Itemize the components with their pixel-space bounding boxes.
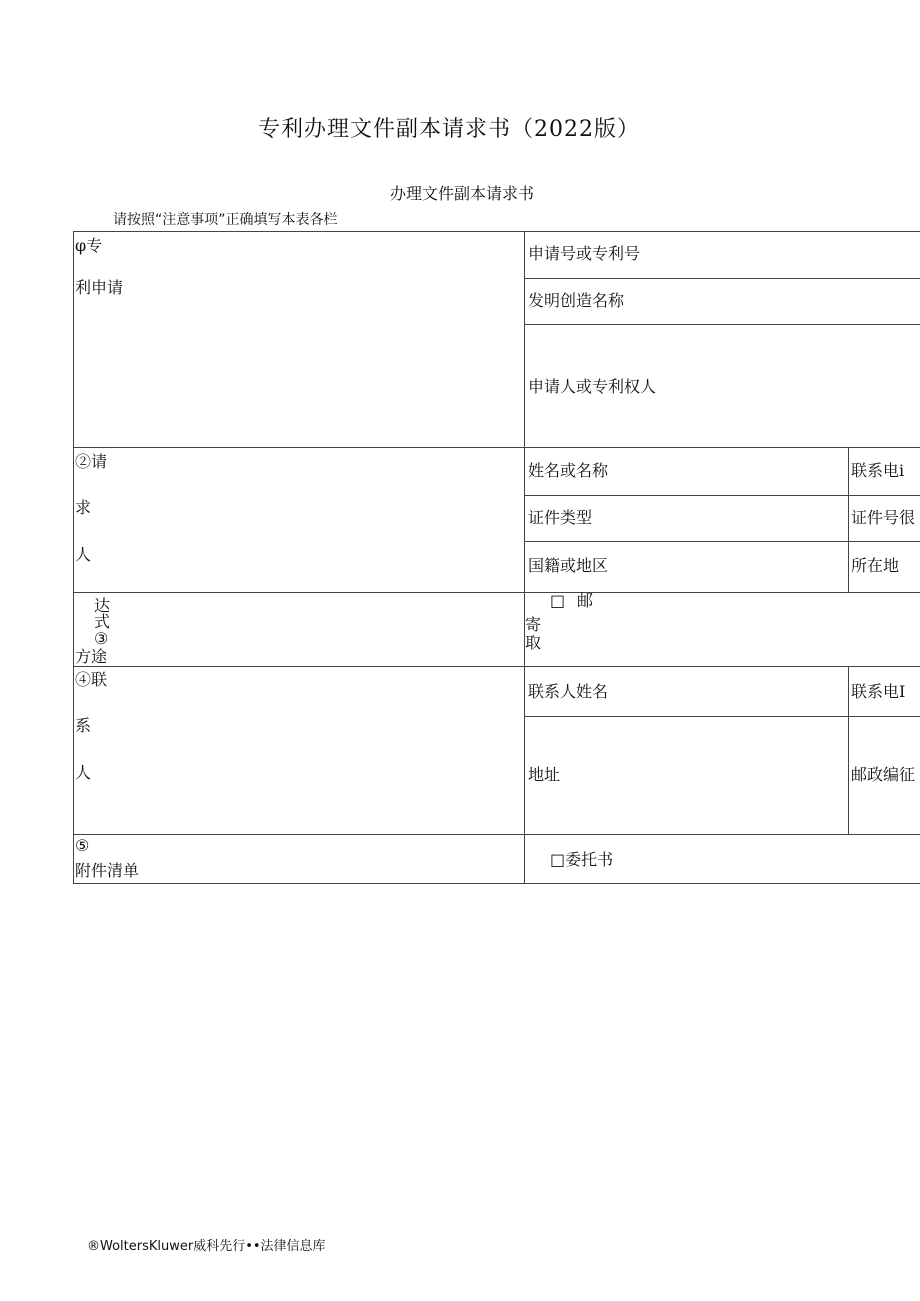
table-divider [525, 278, 920, 279]
id-type-field[interactable]: 证件类型 [528, 508, 593, 527]
invention-name-field[interactable]: 发明创造名称 [528, 291, 625, 310]
postal-code-field[interactable]: 邮政编征 [851, 765, 916, 784]
table-divider [525, 716, 920, 717]
pickup-option-label[interactable]: 取 [525, 633, 542, 652]
mail-option-label: 邮 [577, 591, 594, 610]
table-divider [525, 541, 920, 542]
page-title: 专利办理文件副本请求书（2022版） [258, 117, 640, 142]
section1-label: 利申请 [75, 278, 124, 297]
table-column-divider [848, 666, 849, 835]
table-column-divider [848, 447, 849, 593]
table-border-top [73, 231, 920, 232]
section2-label: 人 [75, 545, 92, 564]
requester-name-field[interactable]: 姓名或名称 [528, 461, 609, 480]
table-divider [73, 592, 920, 593]
requester-phone-field[interactable]: 联系电i [851, 461, 905, 480]
contact-name-field[interactable]: 联系人姓名 [528, 682, 609, 701]
table-divider [73, 666, 920, 667]
contact-phone-field[interactable]: 联系电I [851, 682, 906, 701]
address-field[interactable]: 地址 [528, 765, 561, 784]
section5-label: ⑤ [75, 836, 90, 855]
table-divider [525, 495, 920, 496]
form-subtitle: 办理文件副本请求书 [390, 184, 535, 203]
applicant-field[interactable]: 申请人或专利权人 [528, 377, 657, 396]
section4-label: 系 [75, 716, 92, 735]
table-divider [525, 324, 920, 325]
fill-instruction: 请按照“注意事项”正确填写本表各栏 [113, 212, 338, 228]
mail-option-label: 寄 [525, 615, 542, 634]
application-number-field[interactable]: 申请号或专利号 [528, 244, 641, 263]
section3-label: 方途 [75, 647, 108, 666]
power-of-attorney-checkbox[interactable]: □委托书 [550, 850, 614, 869]
section1-label: φ专 [75, 236, 103, 255]
nationality-field[interactable]: 国籍或地区 [528, 556, 609, 575]
id-number-field[interactable]: 证件号很 [851, 508, 916, 527]
section3-label: 式 [94, 612, 111, 631]
location-field[interactable]: 所在地 [851, 556, 900, 575]
section3-label: ③ [94, 629, 109, 648]
table-column-divider [524, 231, 525, 884]
section4-label: ④联 [75, 670, 108, 689]
section4-label: 人 [75, 763, 92, 782]
table-divider [73, 834, 920, 835]
section5-label: 附件清单 [75, 861, 140, 880]
section2-label: ②请 [75, 452, 108, 471]
section3-label: 达 [94, 596, 111, 615]
mail-checkbox[interactable]: □ [550, 591, 566, 610]
table-divider [73, 447, 920, 448]
section2-label: 求 [75, 498, 92, 517]
table-border-bottom [73, 883, 920, 884]
footer-source: ®WoltersKluwer威科先行••法律信息库 [87, 1239, 326, 1254]
table-border-left [73, 231, 74, 884]
